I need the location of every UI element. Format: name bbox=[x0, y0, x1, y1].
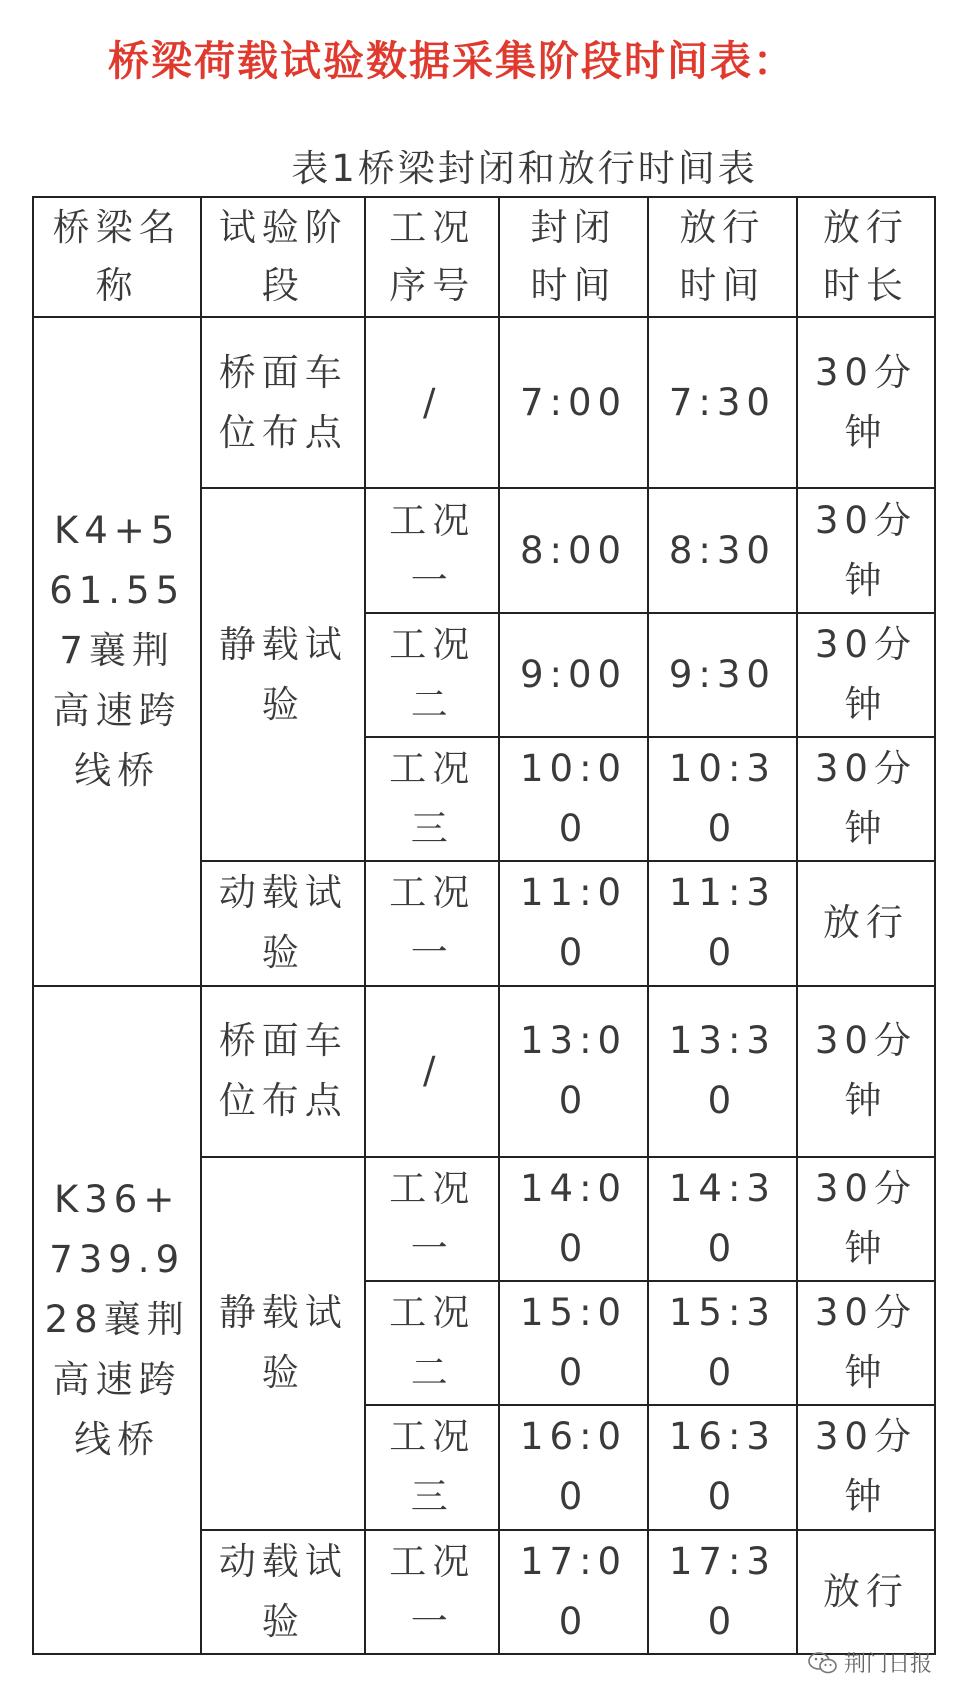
close-time-cell: 9:00 bbox=[499, 613, 648, 737]
duration-cell: 30分钟 bbox=[797, 1157, 935, 1281]
close-time-cell: 16:00 bbox=[499, 1405, 648, 1529]
case-cell: 工况一 bbox=[365, 488, 499, 612]
close-time-cell: 10:00 bbox=[499, 737, 648, 861]
open-time-cell: 13:30 bbox=[648, 986, 797, 1157]
stage-cell: 静载试验 bbox=[201, 488, 365, 861]
duration-cell: 30分钟 bbox=[797, 1405, 935, 1529]
stage-cell: 桥面车位布点 bbox=[201, 317, 365, 488]
page-heading: 桥梁荷载试验数据采集阶段时间表： bbox=[108, 37, 796, 85]
header-bridge-name: 桥梁名称 bbox=[33, 197, 201, 317]
case-cell: 工况二 bbox=[365, 613, 499, 737]
duration-cell: 30分钟 bbox=[797, 737, 935, 861]
stage-cell: 动载试验 bbox=[201, 861, 365, 985]
header-close-time: 封闭时间 bbox=[499, 197, 648, 317]
open-time-cell: 16:30 bbox=[648, 1405, 797, 1529]
case-cell: / bbox=[365, 986, 499, 1157]
case-cell: 工况三 bbox=[365, 737, 499, 861]
table-caption: 表1桥梁封闭和放行时间表 bbox=[291, 147, 758, 190]
close-time-cell: 15:00 bbox=[499, 1281, 648, 1405]
case-cell: 工况一 bbox=[365, 1530, 499, 1654]
header-case-no: 工况序号 bbox=[365, 197, 499, 317]
open-time-cell: 11:30 bbox=[648, 861, 797, 985]
close-time-cell: 14:00 bbox=[499, 1157, 648, 1281]
close-time-cell: 8:00 bbox=[499, 488, 648, 612]
header-open-time: 放行时间 bbox=[648, 197, 797, 317]
duration-cell: 30分钟 bbox=[797, 1281, 935, 1405]
case-cell: / bbox=[365, 317, 499, 488]
stage-cell: 动载试验 bbox=[201, 1530, 365, 1654]
table-row bbox=[33, 986, 935, 1157]
case-cell: 工况二 bbox=[365, 1281, 499, 1405]
open-time-cell: 10:30 bbox=[648, 737, 797, 861]
table-header-row bbox=[33, 197, 935, 317]
table-row bbox=[33, 317, 935, 488]
case-cell: 工况三 bbox=[365, 1405, 499, 1529]
watermark-text: 荆门日报 bbox=[844, 1652, 933, 1677]
case-cell: 工况一 bbox=[365, 861, 499, 985]
open-time-cell: 15:30 bbox=[648, 1281, 797, 1405]
duration-cell: 30分钟 bbox=[797, 986, 935, 1157]
close-time-cell: 7:00 bbox=[499, 317, 648, 488]
duration-cell: 30分钟 bbox=[797, 317, 935, 488]
open-time-cell: 9:30 bbox=[648, 613, 797, 737]
open-time-cell: 7:30 bbox=[648, 317, 797, 488]
open-time-cell: 14:30 bbox=[648, 1157, 797, 1281]
close-time-cell: 17:00 bbox=[499, 1530, 648, 1654]
header-open-duration: 放行时长 bbox=[797, 197, 935, 317]
bridge-name-cell: K4+561.557襄荆高速跨线桥 bbox=[33, 317, 201, 985]
stage-cell: 桥面车位布点 bbox=[201, 986, 365, 1157]
watermark bbox=[808, 1647, 932, 1678]
stage-cell: 静载试验 bbox=[201, 1157, 365, 1530]
duration-cell: 30分钟 bbox=[797, 613, 935, 737]
close-time-cell: 11:00 bbox=[499, 861, 648, 985]
close-time-cell: 13:00 bbox=[499, 986, 648, 1157]
duration-cell: 放行 bbox=[797, 1530, 935, 1654]
wechat-icon bbox=[808, 1651, 838, 1675]
duration-cell: 放行 bbox=[797, 861, 935, 985]
open-time-cell: 17:30 bbox=[648, 1530, 797, 1654]
schedule-table bbox=[32, 196, 936, 1655]
duration-cell: 30分钟 bbox=[797, 488, 935, 612]
open-time-cell: 8:30 bbox=[648, 488, 797, 612]
case-cell: 工况一 bbox=[365, 1157, 499, 1281]
header-test-stage: 试验阶段 bbox=[201, 197, 365, 317]
bridge-name-cell: K36+739.928襄荆高速跨线桥 bbox=[33, 986, 201, 1654]
